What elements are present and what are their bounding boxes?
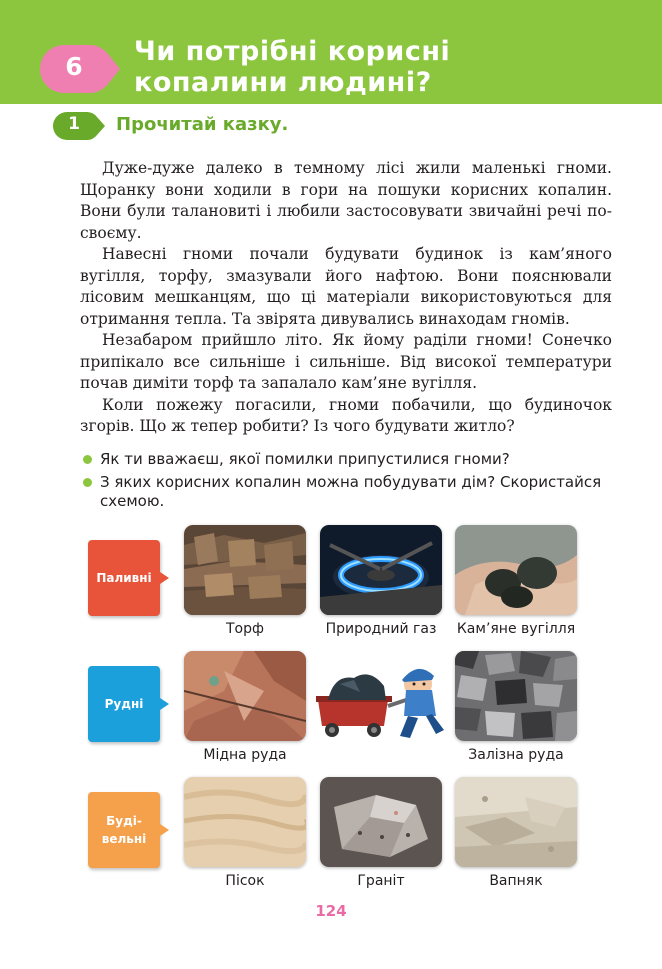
page-title-line2: копалини людині? xyxy=(134,67,432,98)
iron-ore-caption: Залізна руда xyxy=(468,747,564,763)
category-fuel: Паливні xyxy=(88,540,160,616)
category-building: Буді- вельні xyxy=(88,792,160,868)
coal-photo xyxy=(455,525,577,615)
arrow-right-icon xyxy=(160,822,172,838)
story-paragraph: Дуже-дуже далеко в темному лісі жили маленькі гноми. Щоранку вони ходили в гори на пошуки корисних копалин. Вони були талановиті і любили застосовувати звичайні речі по-своєму. xyxy=(80,159,612,242)
gnome-cart-illustration xyxy=(314,660,448,740)
story-paragraph: Коли пожежу погасили, гноми побачили, що будиночок згорів. Що ж тепер робити? Із чого будувати житло? xyxy=(80,395,612,435)
bullet-icon xyxy=(83,455,92,464)
page-title xyxy=(134,36,654,98)
limestone-caption: Вапняк xyxy=(489,873,543,889)
coal-caption: Кам’яне вугілля xyxy=(456,621,576,637)
story-paragraph: Незабаром прийшло літо. Як йому раділи гноми! Сонечко припікало все сильніше і сильніше. Від високої температури почав диміти торф та запалало кам’яне вугілля. xyxy=(80,331,612,392)
natural-gas-photo xyxy=(320,525,442,615)
page-title-line1: Чи потрібні корисні xyxy=(134,36,451,67)
category-ore: Рудні xyxy=(88,666,160,742)
peat-photo xyxy=(184,525,306,615)
task-title: Прочитай казку. xyxy=(116,114,289,135)
arrow-right-icon xyxy=(160,570,172,586)
lesson-number: 6 xyxy=(65,52,83,81)
copper-ore-photo xyxy=(184,651,306,741)
task-number: 1 xyxy=(68,114,80,134)
iron-ore-photo xyxy=(455,651,577,741)
natural-gas-caption: Природний газ xyxy=(325,621,437,637)
story-text xyxy=(80,158,612,438)
lesson-number-badge xyxy=(40,44,120,94)
peat-caption: Торф xyxy=(226,621,264,637)
arrow-right-icon xyxy=(160,696,172,712)
questions-list xyxy=(80,450,612,515)
question-item: Як ти вважаєш, якої помилки припустилися гноми? xyxy=(80,450,612,469)
sand-caption: Пісок xyxy=(225,873,265,889)
question-item: З яких корисних копалин можна побудувати дім? Скористайся схемою. xyxy=(80,473,612,511)
bullet-icon xyxy=(83,478,92,487)
task-number-badge xyxy=(53,112,105,140)
granite-photo xyxy=(320,777,442,867)
story-paragraph: Навесні гноми почали будувати будинок із кам’яного вугілля, торфу, змазували його нафтою. Вони пояснювали лісовим мешканцям, що ці матеріали використовуються для отримання тепла. Та звірята дивувались винаходам гномів. xyxy=(80,245,612,328)
sand-photo xyxy=(184,777,306,867)
copper-ore-caption: Мідна руда xyxy=(203,747,287,763)
limestone-photo xyxy=(455,777,577,867)
page-number: 124 xyxy=(315,902,347,920)
granite-caption: Граніт xyxy=(357,873,405,889)
